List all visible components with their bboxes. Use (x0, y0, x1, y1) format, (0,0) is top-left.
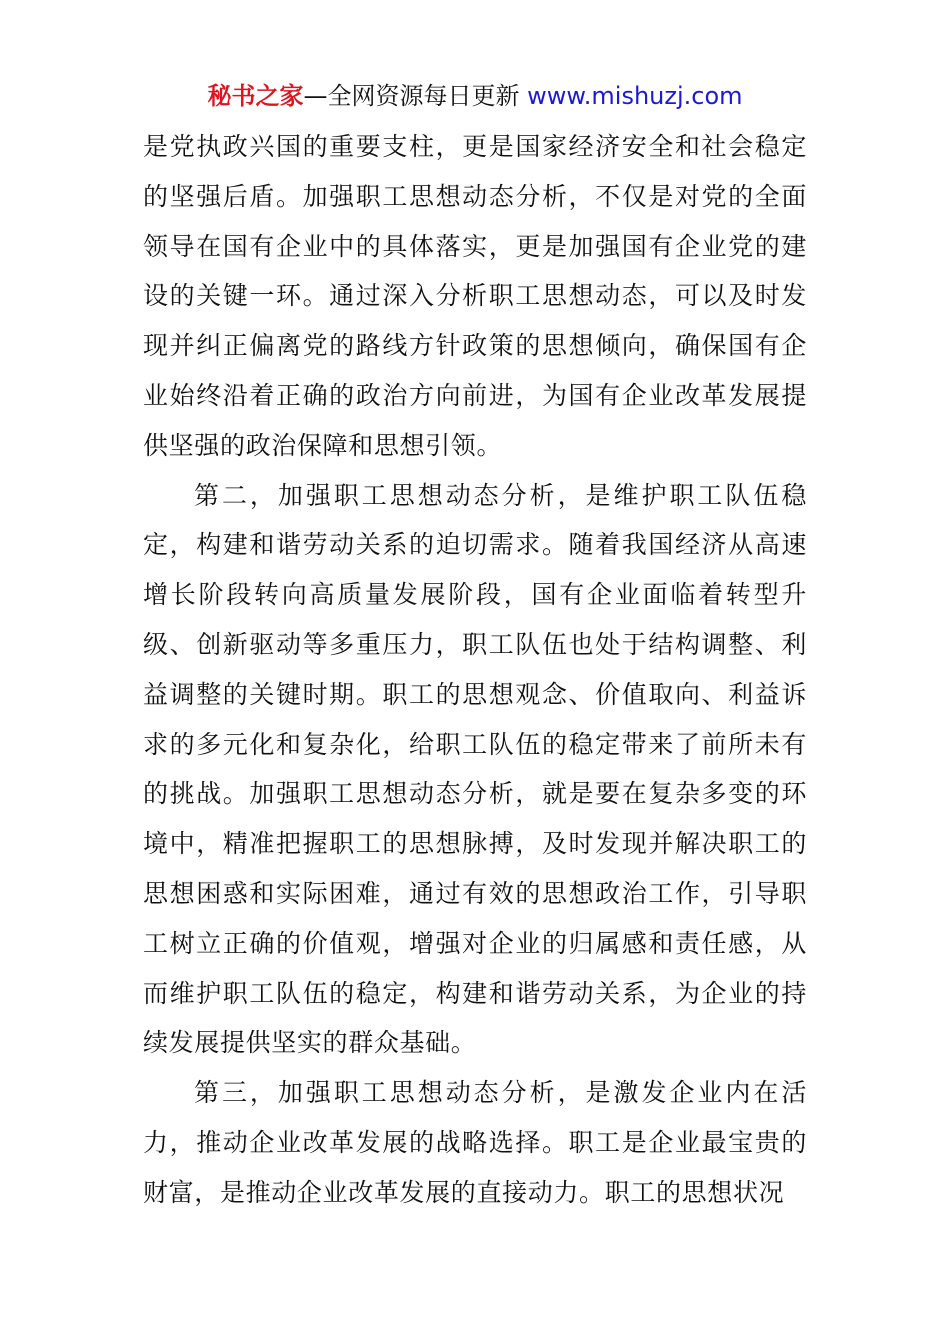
site-url-link[interactable]: www.mishuzj.com (527, 82, 743, 110)
paragraph-second-point: 第二，加强职工思想动态分析，是维护职工队伍稳定，构建和谐劳动关系的迫切需求。随着我国经济从高速增长阶段转向高质量发展阶段，国有企业面临着转型升级、创新驱动等多重压力，职工队伍也处于结构调整、利益调整的关键时期。职工的思想观念、价值取向、利益诉求的多元化和复杂化，给职工队伍的稳定带来了前所未有的挑战。加强职工思想动态分析，就是要在复杂多变的环境中，精准把握职工的思想脉搏，及时发现并解决职工的思想困惑和实际困难，通过有效的思想政治工作，引导职工树立正确的价值观，增强对企业的归属感和责任感，从而维护职工队伍的稳定，构建和谐劳动关系，为企业的持续发展提供坚实的群众基础。 (143, 480, 807, 1058)
paragraph-continuation: 是党执政兴国的重要支柱，更是国家经济安全和社会稳定的坚强后盾。加强职工思想动态分析，不仅是对党的全面领导在国有企业中的具体落实，更是加强国有企业党的建设的关键一环。通过深入分析职工思想动态，可以及时发现并纠正偏离党的路线方针政策的思想倾向，确保国有企业始终沿着正确的政治方向前进，为国有企业改革发展提供坚强的政治保障和思想引领。 (143, 132, 807, 460)
paragraph-third-point: 第三，加强职工思想动态分析，是激发企业内在活力，推动企业改革发展的战略选择。职工是企业最宝贵的财富，是推动企业改革发展的直接动力。职工的思想状况 (143, 1078, 807, 1207)
brand-name: 秘书之家 (207, 82, 304, 110)
page-header (0, 80, 950, 112)
header-slogan: —全网资源每日更新 (303, 82, 520, 110)
document-body (143, 122, 807, 1218)
